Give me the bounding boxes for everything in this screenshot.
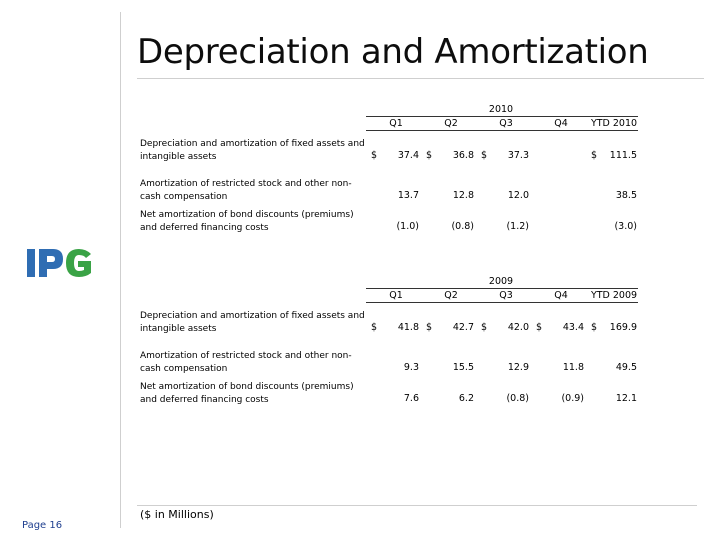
row-label: Depreciation and amortization of fixed assets and intangible assets bbox=[140, 311, 365, 334]
table-cell-value: (0.9) bbox=[561, 393, 584, 404]
table-year-header: 2010 bbox=[488, 104, 514, 115]
column-header: Q3 bbox=[499, 118, 513, 129]
currency-symbol: $ bbox=[591, 150, 598, 161]
column-header: Q1 bbox=[389, 290, 403, 301]
column-header: Q2 bbox=[444, 290, 458, 301]
table-cell-value: 37.4 bbox=[397, 150, 419, 161]
column-header: Q4 bbox=[554, 290, 568, 301]
column-header: YTD 2009 bbox=[590, 290, 638, 301]
table-cell-value: 15.5 bbox=[452, 362, 474, 373]
page-title: Depreciation and Amortization bbox=[137, 32, 649, 72]
table-cell-value: 12.9 bbox=[507, 362, 529, 373]
currency-symbol: $ bbox=[426, 322, 433, 333]
table-cell-value: 42.0 bbox=[507, 322, 529, 333]
table-cell-value: 43.4 bbox=[562, 322, 584, 333]
table-cell-value: 37.3 bbox=[507, 150, 529, 161]
table-cell-value: 42.7 bbox=[452, 322, 474, 333]
table-cell-value: 41.8 bbox=[397, 322, 419, 333]
table-cell-value: (0.8) bbox=[506, 393, 529, 404]
currency-symbol: $ bbox=[481, 150, 488, 161]
row-label: Amortization of restricted stock and other non-cash compensation bbox=[140, 179, 352, 202]
table-cell-value: (1.0) bbox=[396, 221, 419, 232]
currency-symbol: $ bbox=[481, 322, 488, 333]
column-header-rule bbox=[366, 130, 638, 131]
table-cell-value: 6.2 bbox=[458, 393, 474, 404]
row-label: Net amortization of bond discounts (premiums) and deferred financing costs bbox=[140, 210, 354, 233]
table-cell-value: 36.8 bbox=[452, 150, 474, 161]
table-cell-value: 38.5 bbox=[615, 190, 637, 201]
title-underline bbox=[137, 78, 704, 79]
currency-symbol: $ bbox=[371, 150, 378, 161]
table-cell-value: 169.9 bbox=[609, 322, 637, 333]
ipg-logo bbox=[25, 246, 95, 280]
table-cell-value: 9.3 bbox=[403, 362, 419, 373]
table-cell-value: 13.7 bbox=[397, 190, 419, 201]
row-label: Net amortization of bond discounts (premiums) and deferred financing costs bbox=[140, 382, 354, 405]
table-cell-value: (3.0) bbox=[614, 221, 637, 232]
left-divider-line bbox=[120, 12, 121, 528]
currency-symbol: $ bbox=[536, 322, 543, 333]
row-label: Depreciation and amortization of fixed assets and intangible assets bbox=[140, 139, 365, 162]
footer-rule bbox=[137, 505, 697, 506]
year-header-rule bbox=[366, 288, 638, 289]
table-cell-value: (0.8) bbox=[451, 221, 474, 232]
table-cell-value: 11.8 bbox=[562, 362, 584, 373]
table-cell-value: 111.5 bbox=[609, 150, 637, 161]
column-header: Q4 bbox=[554, 118, 568, 129]
column-header: Q2 bbox=[444, 118, 458, 129]
column-header: Q1 bbox=[389, 118, 403, 129]
year-header-rule bbox=[366, 116, 638, 117]
column-header: YTD 2010 bbox=[590, 118, 638, 129]
table-cell-value: 49.5 bbox=[615, 362, 637, 373]
table-cell-value: 12.0 bbox=[507, 190, 529, 201]
units-footnote: ($ in Millions) bbox=[140, 508, 214, 521]
table-cell-value: 12.1 bbox=[615, 393, 637, 404]
page-number: Page 16 bbox=[22, 520, 63, 531]
table-cell-value: (1.2) bbox=[506, 221, 529, 232]
column-header-rule bbox=[366, 302, 638, 303]
currency-symbol: $ bbox=[371, 322, 378, 333]
currency-symbol: $ bbox=[426, 150, 433, 161]
column-header: Q3 bbox=[499, 290, 513, 301]
row-label: Amortization of restricted stock and other non-cash compensation bbox=[140, 351, 352, 374]
currency-symbol: $ bbox=[591, 322, 598, 333]
table-cell-value: 7.6 bbox=[403, 393, 419, 404]
table-year-header: 2009 bbox=[488, 276, 514, 287]
table-cell-value: 12.8 bbox=[452, 190, 474, 201]
